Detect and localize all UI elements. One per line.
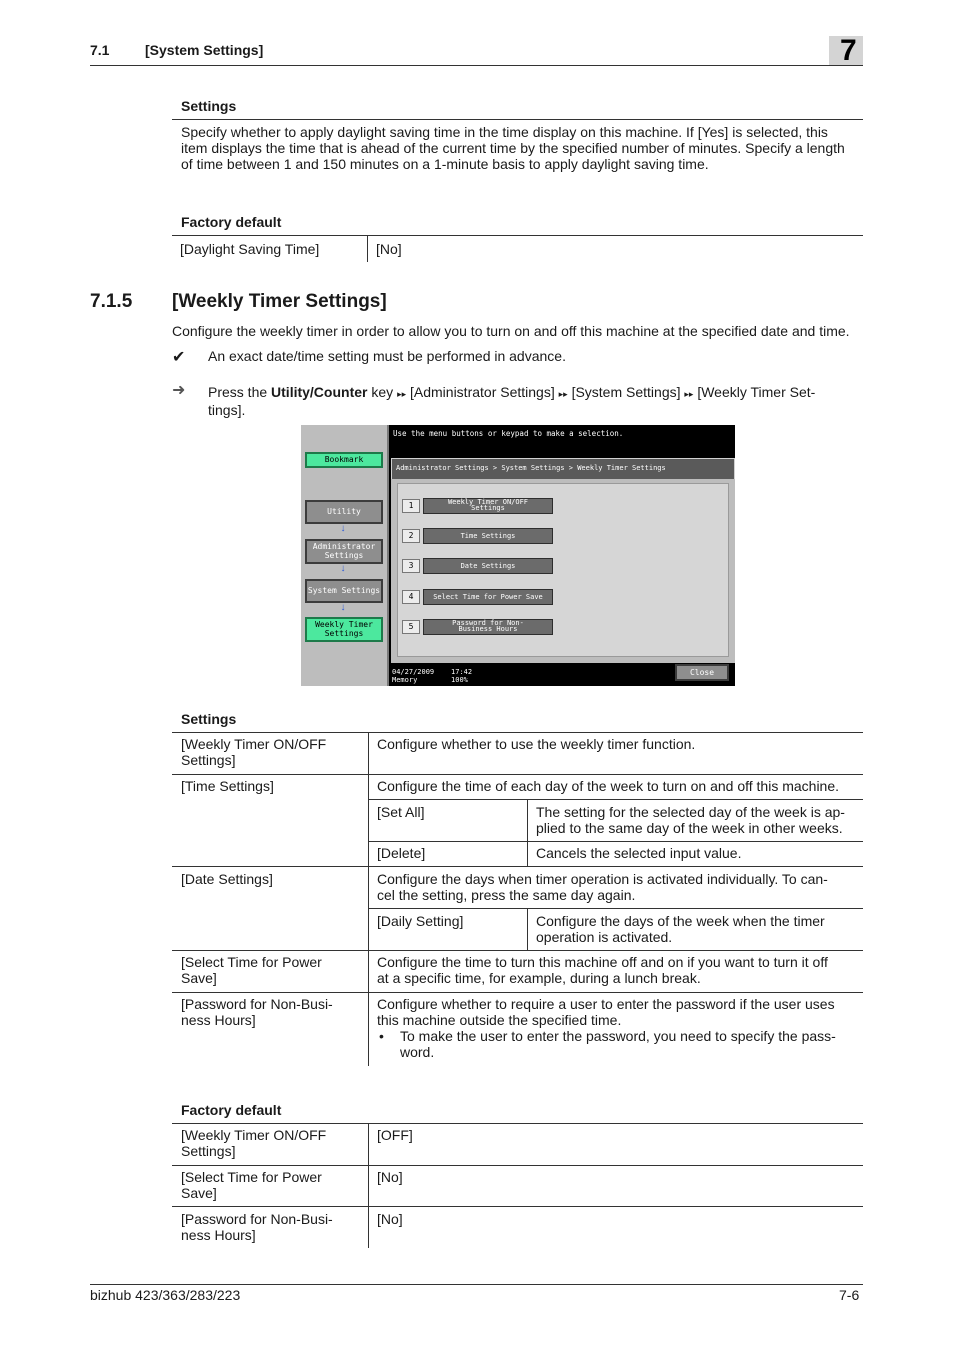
row-desc-set-all [536, 804, 845, 836]
factory-row-name [181, 1127, 326, 1159]
row-desc-password [377, 996, 835, 1028]
section-number: 7.1.5 [90, 291, 133, 312]
menu-number: 1 [402, 499, 420, 513]
menu-label-line1: Weekly Timer ON/OFF [447, 498, 529, 506]
row-name-line: ness Hours] [181, 1012, 256, 1028]
row-name-line: Settings] [181, 752, 236, 768]
row-name-power-save [181, 954, 322, 986]
menu-number: 5 [402, 620, 420, 634]
nav-key-suffix: key [371, 384, 394, 400]
row-rule [172, 992, 863, 993]
menu-label-line2: Business Hours [458, 625, 518, 633]
row-desc-weekly-onoff: Configure whether to use the weekly timer function. [377, 736, 696, 752]
navigation-instruction [208, 384, 863, 418]
factory-default-label: Factory default [181, 214, 282, 230]
bullet-icon: • [379, 1028, 384, 1044]
menu-label-line1: Password for Non- [452, 619, 524, 627]
row-name-line: Save] [181, 970, 217, 986]
nav-key: Utility/Counter [271, 384, 368, 400]
screen-breadcrumb: Administrator Settings > System Settings > Weekly Timer Settings [396, 464, 666, 472]
nav-separator-icon: ▸▸ [397, 389, 407, 399]
section-intro: Configure the weekly timer in order to allow you to turn on and off this machine at the specified date and time. [172, 323, 850, 339]
close-button[interactable]: Close [675, 664, 729, 681]
settings-description: Specify whether to apply daylight saving time in the time display on this machine. If [Yes] is selected, this item displays the time that is ahead of the current time by the specified number of minutes. Specify a length of time between 1 and 150 minutes on a 1-minute basis to apply daylight saving time. [181, 124, 845, 172]
row-desc-power-save [377, 954, 828, 986]
status-date: 04/27/2009 [392, 668, 435, 676]
nav-step-admin: [Administrator Settings] [410, 384, 555, 400]
row-name-line: [Password for Non-Busi- [181, 1211, 333, 1227]
weekly-timer-settings-button[interactable] [305, 617, 383, 642]
row-name-line: [Weekly Timer ON/OFF [181, 1127, 327, 1143]
administrator-settings-button[interactable] [305, 539, 383, 564]
weekly-label-2: Settings [324, 629, 364, 638]
row-name-line: [Password for Non-Busi- [181, 996, 333, 1012]
nav-separator-icon: ▸▸ [558, 389, 568, 399]
nav-step-weekly-cont: tings]. [208, 402, 246, 418]
nav-step-system: [System Settings] [571, 384, 681, 400]
row-desc-line: operation is activated. [536, 929, 673, 945]
row-desc-line: cel the setting, press the same day again. [377, 887, 636, 903]
row-name-set-all: [Set All] [377, 804, 425, 820]
footer-model: bizhub 423/363/283/223 [90, 1287, 241, 1303]
row-rule [172, 1165, 863, 1166]
header-section-number: 7.1 [90, 42, 110, 58]
row-rule [172, 774, 863, 775]
status-memory-label: Memory [392, 676, 418, 684]
table-cell: [Daylight Saving Time] [172, 236, 368, 263]
chapter-number: 7 [840, 34, 857, 67]
row-name-time-settings: [Time Settings] [181, 778, 274, 794]
factory-row-value: [No] [377, 1211, 403, 1227]
check-text: An exact date/time setting must be performed in advance. [208, 348, 566, 364]
row-rule [368, 908, 863, 909]
row-rule [368, 799, 863, 800]
row-name-line: [Weekly Timer ON/OFF [181, 736, 327, 752]
row-rule [172, 950, 863, 951]
column-divider [368, 1123, 369, 1248]
nav-press: Press the [208, 384, 268, 400]
row-rule [172, 1206, 863, 1207]
row-desc-delete: Cancels the selected input value. [536, 845, 742, 861]
menu-power-save-button[interactable]: Select Time for Power Save [423, 589, 553, 605]
footer-rule [90, 1284, 863, 1285]
row-desc-line: The setting for the selected day of the week is ap- [536, 804, 845, 820]
status-memory-value: 100% [451, 676, 468, 684]
bookmark-button[interactable]: Bookmark [305, 452, 383, 468]
admin-label-1: Administrator [312, 542, 376, 551]
menu-number: 4 [402, 590, 420, 604]
status-area [392, 668, 472, 684]
menu-time-settings-button[interactable]: Time Settings [423, 528, 553, 544]
arrow-down-icon: ↓ [340, 602, 346, 613]
factory-row-name [181, 1169, 322, 1201]
row-note-line: To make the user to enter the password, you need to specify the pass- [400, 1028, 836, 1044]
menu-password-button[interactable] [423, 619, 553, 635]
factory-default-table [172, 235, 863, 262]
row-desc-line: Configure whether to require a user to enter the password if the user uses [377, 996, 835, 1012]
row-desc-time-settings: Configure the time of each day of the week to turn on and off this machine. [377, 778, 840, 794]
row-desc-line: Configure the time to turn this machine off and on if you want to turn it off [377, 954, 828, 970]
row-name-date-settings: [Date Settings] [181, 871, 273, 887]
arrow-right-icon: ➜ [172, 382, 186, 399]
screen-main-panel [391, 479, 735, 663]
settings-label: Settings [181, 98, 237, 114]
column-divider [368, 732, 369, 1066]
menu-date-settings-button[interactable]: Date Settings [423, 558, 553, 574]
row-name-line: Save] [181, 1185, 217, 1201]
check-icon: ✔ [172, 349, 186, 366]
section-title: [Weekly Timer Settings] [172, 291, 387, 312]
row-name-line: Settings] [181, 1143, 236, 1159]
row-name-line: ness Hours] [181, 1227, 256, 1243]
row-desc-daily-setting [536, 913, 825, 945]
factory-row-value: [OFF] [377, 1127, 413, 1143]
nav-separator-icon: ▸▸ [684, 389, 694, 399]
row-desc-line: Configure the days when timer operation is activated individually. To can- [377, 871, 828, 887]
header-section-title: [System Settings] [145, 42, 264, 58]
column-divider [527, 799, 528, 866]
table-cell: [No] [368, 236, 864, 263]
admin-label-2: Settings [324, 551, 364, 560]
weekly-label-1: Weekly Timer [315, 620, 373, 629]
system-settings-button[interactable]: System Settings [305, 579, 383, 603]
menu-label-line2: Settings [471, 504, 505, 512]
row-name-weekly-onoff [181, 736, 326, 768]
row-name-password [181, 996, 333, 1028]
row-desc-date-settings [377, 871, 828, 903]
row-rule [368, 841, 863, 842]
row-name-line: [Select Time for Power [181, 954, 322, 970]
row-rule [172, 866, 863, 867]
control-panel-screenshot [301, 425, 735, 686]
row-desc-line: this machine outside the specified time. [377, 1012, 622, 1028]
row-desc-line: Configure the days of the week when the timer [536, 913, 825, 929]
nav-step-weekly: [Weekly Timer Set- [697, 384, 816, 400]
screen-sidebar [301, 425, 389, 686]
menu-number: 2 [402, 529, 420, 543]
row-desc-line: plied to the same day of the week in other weeks. [536, 820, 843, 836]
settings-rule [172, 119, 863, 120]
arrow-down-icon: ↓ [340, 523, 346, 534]
header-rule [90, 65, 863, 66]
settings-table-top-rule [172, 732, 863, 733]
screen-breadcrumb-bar [391, 458, 735, 480]
row-name-daily-setting: [Daily Setting] [377, 913, 464, 929]
row-desc-line: at a specific time, for example, during a lunch break. [377, 970, 701, 986]
factory-default-label-2: Factory default [181, 1102, 282, 1118]
factory-row-value: [No] [377, 1169, 403, 1185]
factory-table-top-rule [172, 1123, 863, 1124]
footer-page-number: 7-6 [839, 1287, 860, 1303]
status-time: 17:42 [451, 668, 473, 676]
arrow-down-icon: ↓ [340, 563, 346, 574]
row-name-line: [Select Time for Power [181, 1169, 322, 1185]
row-note-line: word. [400, 1044, 435, 1060]
settings-table-label: Settings [181, 711, 237, 727]
utility-button[interactable]: Utility [305, 500, 383, 524]
menu-number: 3 [402, 559, 420, 573]
factory-row-name [181, 1211, 333, 1243]
menu-weekly-timer-onoff-button[interactable] [423, 498, 553, 514]
row-name-delete: [Delete] [377, 845, 426, 861]
screen-message: Use the menu buttons or keypad to make a selection. [393, 429, 624, 438]
row-note-password [400, 1028, 836, 1060]
column-divider [527, 908, 528, 950]
